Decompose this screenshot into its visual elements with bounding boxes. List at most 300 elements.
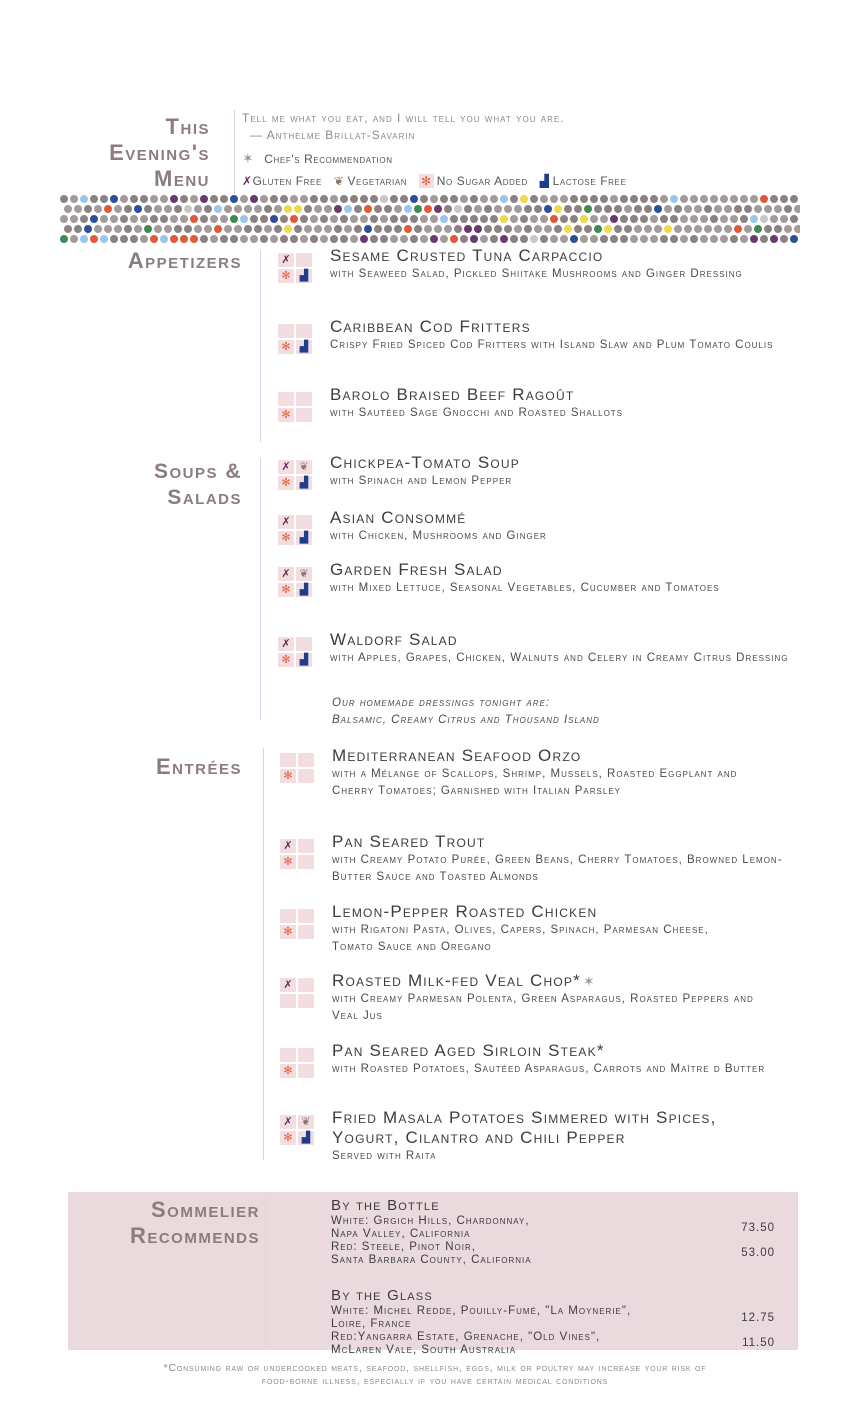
decorative-dot [594,225,602,233]
chef-recommendation: ✶ Chef's Recommendation [242,150,393,166]
decorative-dot [580,215,588,223]
decorative-dot [570,215,578,223]
decorative-dot [360,215,368,223]
empty-badge-slot [280,1048,296,1062]
decorative-dot [354,225,362,233]
decorative-dot [564,205,572,213]
decorative-dot [524,225,532,233]
decorative-dot [650,235,658,243]
decorative-dot [680,235,688,243]
decorative-dot [140,235,148,243]
asterisk-icon: ✻ [421,174,432,188]
asterisk-icon: ✻ [280,769,296,783]
decorative-dot [714,225,722,233]
decorative-dot [764,225,772,233]
decorative-dot [320,235,328,243]
decorative-dot [680,215,688,223]
asterisk-icon: ✻ [278,476,294,490]
wine-line: White: Grgich Hills, Chardonnay, [331,1215,530,1227]
decorative-dot [290,195,298,203]
decorative-dot [774,205,782,213]
decorative-dot [260,195,268,203]
decorative-dot [514,225,522,233]
decorative-dot [430,235,438,243]
decorative-dot [654,205,662,213]
decorative-dot [500,195,508,203]
decorative-dot [510,215,518,223]
asterisk-icon: ✻ [278,653,294,667]
decorative-dot [700,195,708,203]
gluten-free-icon: ✗ [280,1115,296,1129]
decorative-dot [244,205,252,213]
decorative-dot [200,195,208,203]
decorative-dot [624,205,632,213]
decorative-dot [154,225,162,233]
dish [330,508,780,545]
gluten-free-icon: ✗ [242,174,253,188]
decorative-dot [84,225,92,233]
decorative-dot [470,235,478,243]
dish-description: Served with Raita [332,1150,437,1162]
dish-description: with a Mélange of Scallops, Shrimp, Mussels, Roasted Eggplant and Cherry Tomatoes; Garnished with Italian Parsley [332,768,738,797]
decorative-dot [524,205,532,213]
decorative-dot [420,195,428,203]
decorative-dot [74,205,82,213]
decorative-dot [100,235,108,243]
decorative-dot [284,225,292,233]
decorative-dot [494,205,502,213]
decorative-dot [694,225,702,233]
wine-line: Santa Barbara County, California [331,1254,532,1266]
decorative-dot [130,235,138,243]
dish-name: Mediterranean Seafood Orzo [332,746,582,765]
decorative-dot [400,235,408,243]
dish-name: Sesame Crusted Tuna Carpaccio [330,246,604,265]
leaf-icon: ❦ [298,1115,314,1129]
dish-icons [276,512,314,548]
asterisk-icon: ✻ [280,1064,296,1078]
decorative-dot [644,225,652,233]
empty-badge-slot [296,637,312,651]
decorative-dot [190,235,198,243]
decorative-dot [374,225,382,233]
decorative-dot [480,195,488,203]
decorative-dot [460,235,468,243]
decorative-dot [710,195,718,203]
decorative-dot [70,235,78,243]
decorative-dot [540,215,548,223]
decorative-dot [400,215,408,223]
decorative-dot [284,205,292,213]
gluten-free-icon: ✗ [278,515,294,529]
decorative-dot [400,195,408,203]
soups-rule [260,458,261,720]
dressings-note: Our homemade dressings tonight are: Balsamic, Creamy Citrus and Thousand Island [332,697,600,726]
empty-badge-slot [298,1064,314,1078]
decorative-dot [360,235,368,243]
dish-description: Crispy Fried Spiced Cod Fritters with Island Slaw and Plum Tomato Coulis [330,339,774,351]
decorative-dot [200,235,208,243]
decorative-dot [610,215,618,223]
decorative-dot [184,225,192,233]
decorative-dot [390,195,398,203]
decorative-dot [130,195,138,203]
decorative-dot [644,205,652,213]
dish-icons [276,564,314,600]
decorative-dot [130,215,138,223]
dish-icons [276,321,314,357]
decorative-dot [174,205,182,213]
decorative-dot [640,215,648,223]
decorative-dot [430,215,438,223]
dish-name: Roasted Milk-fed Veal Chop* ✶ [332,971,596,990]
decorative-dot [720,195,728,203]
decorative-dot [250,195,258,203]
decorative-dot [80,235,88,243]
decorative-dot [554,225,562,233]
decorative-dot [780,215,788,223]
decorative-dot [664,225,672,233]
dish-icons [276,250,314,286]
decorative-dot [564,225,572,233]
decorative-dot [774,225,782,233]
entrees-rule [263,748,264,1160]
decorative-dot [480,235,488,243]
decorative-dot [360,195,368,203]
decorative-dot [750,215,758,223]
decorative-dot [490,235,498,243]
decorative-dot [634,205,642,213]
gluten-free-icon: ✗ [278,253,294,267]
dish-icons [278,1045,316,1081]
decorative-dot [240,195,248,203]
dish-icons [278,750,316,786]
empty-badge-slot [280,994,296,1008]
decorative-dot [270,195,278,203]
decorative-dot [794,205,800,213]
decorative-dot [650,195,658,203]
decorative-dot [770,235,778,243]
decorative-dot [364,225,372,233]
decorative-dot [160,235,168,243]
decorative-dot [264,205,272,213]
decorative-dot [720,215,728,223]
decorative-dot [614,205,622,213]
decorative-dot [134,205,142,213]
decorative-dot [180,215,188,223]
decorative-dot [550,235,558,243]
empty-badge-slot [298,769,314,783]
empty-badge-slot [278,392,294,406]
decorative-dot [194,205,202,213]
decorative-dot [374,205,382,213]
decorative-dot [90,215,98,223]
cow-icon: ▟ [539,174,550,188]
decorative-dot [194,225,202,233]
empty-badge-slot [296,392,312,406]
decorative-dot [350,195,358,203]
decorative-dot [520,215,528,223]
decorative-dot [60,235,68,243]
decorative-dot [570,235,578,243]
decorative-dot [654,225,662,233]
decorative-dot [660,215,668,223]
decorative-dot [170,235,178,243]
decorative-dot [344,205,352,213]
legend-lactose-free: Lactose Free [552,174,627,188]
asterisk-icon: ✻ [280,925,296,939]
decorative-dot [630,215,638,223]
dish [330,453,780,490]
decorative-dot [684,205,692,213]
decorative-dot [174,225,182,233]
decorative-dot [124,205,132,213]
decorative-dot [670,235,678,243]
decorative-dot [510,235,518,243]
decorative-dot [560,215,568,223]
decorative-dot [310,195,318,203]
decorative-dot [500,215,508,223]
dish-icons [276,457,314,493]
decorative-dot [760,235,768,243]
decorative-dot [700,215,708,223]
decorative-dot [470,215,478,223]
decorative-dot [280,235,288,243]
decorative-dot [244,225,252,233]
decorative-dot [560,195,568,203]
decorative-dot [190,215,198,223]
decorative-dot [370,195,378,203]
decorative-dot [270,215,278,223]
legend-no-sugar: No Sugar Added [436,174,528,188]
dish-description: with Seaweed Salad, Pickled Shiitake Mushrooms and Ginger Dressing [330,268,743,280]
decorative-dot [674,225,682,233]
decorative-dot [424,205,432,213]
appetizers-rule [260,250,261,442]
decorative-dot [540,235,548,243]
dish [332,971,772,1025]
decorative-dot [310,235,318,243]
dish-name: Pan Seared Trout [332,832,486,851]
dish-name: Pan Seared Aged Sirloin Steak* [332,1041,605,1060]
wine-price: 53.00 [741,1247,775,1259]
wine-price: 11.50 [742,1337,775,1349]
decorative-dot [204,225,212,233]
decorative-dot [390,215,398,223]
dish-name: Lemon-Pepper Roasted Chicken [332,902,598,921]
decorative-dot [504,225,512,233]
decorative-dot [260,215,268,223]
decorative-dot [250,235,258,243]
wine-line: Loire, France [331,1318,412,1330]
dietary-legend [242,174,626,188]
decorative-dot [380,215,388,223]
dish [330,630,790,667]
decorative-dot [770,215,778,223]
decorative-dot [290,215,298,223]
decorative-dot [710,235,718,243]
decorative-dot [484,205,492,213]
decorative-dot [404,205,412,213]
decorative-dot [730,195,738,203]
asterisk-icon: ✻ [278,408,294,422]
decorative-dot [684,225,692,233]
decorative-dot [120,215,128,223]
decorative-dot [444,225,452,233]
decorative-dot [160,215,168,223]
decorative-dot [694,205,702,213]
empty-badge-slot [280,909,296,923]
decorative-dot [754,205,762,213]
decorative-dot [620,215,628,223]
decorative-dot [414,205,422,213]
decorative-dot [520,235,528,243]
leaf-icon: ❦ [296,460,312,474]
decorative-dot [600,215,608,223]
decorative-dot [64,205,72,213]
dish [332,1041,772,1078]
decorative-dot [490,195,498,203]
decorative-dot [550,195,558,203]
cow-icon: ▟ [296,476,312,490]
decorative-dot [690,195,698,203]
decorative-dot [300,215,308,223]
decorative-dot [314,205,322,213]
dish [332,1108,772,1165]
decorative-dot [94,225,102,233]
dish-icons [278,975,316,1011]
decorative-dot [434,225,442,233]
wine-price: 12.75 [741,1312,775,1324]
gluten-free-icon: ✗ [278,567,294,581]
dish-name: Fried Masala Potatoes Simmered with Spices, Yogurt, Cilantro and Chili Pepper [332,1108,717,1147]
decorative-dot [584,205,592,213]
decorative-dot [510,195,518,203]
decorative-dot [290,235,298,243]
decorative-dot [590,215,598,223]
decorative-dot [114,225,122,233]
dish-name: Waldorf Salad [330,630,458,649]
decorative-dot [740,215,748,223]
dish-description: with Sautéed Sage Gnocchi and Roasted Shallots [330,407,624,419]
dish-icons [276,634,314,670]
decorative-dot [634,225,642,233]
decorative-dot [170,215,178,223]
dish-description: with Mixed Lettuce, Seasonal Vegetables, Cucumber and Tomatoes [330,582,720,594]
cow-icon: ▟ [296,583,312,597]
decorative-dot [450,235,458,243]
decorative-dot [504,205,512,213]
decorative-dot [150,235,158,243]
quote-text: Tell me what you eat, and I will tell you what you are. [242,111,565,125]
decorative-dot [454,205,462,213]
wine-line: Red:Yangarra Estate, Grenache, "Old Vines", [331,1331,601,1343]
decorative-dot [134,225,142,233]
decorative-dot [420,215,428,223]
decorative-dot [500,235,508,243]
gluten-free-icon: ✗ [280,978,296,992]
legend-gluten-free: Gluten Free [252,174,322,188]
wine-line: White: Michel Redde, Pouilly-Fumé, "La Moynerie", [331,1305,632,1317]
empty-badge-slot [298,925,314,939]
decorative-dot [224,225,232,233]
decorative-dot [594,205,602,213]
decorative-dot [230,235,238,243]
decorative-dot [754,225,762,233]
dish-name: Caribbean Cod Fritters [330,317,531,336]
asterisk-icon: ✻ [280,1131,296,1145]
decorative-dot [710,215,718,223]
decorative-dot [220,195,228,203]
empty-badge-slot [298,753,314,767]
decorative-dot [424,225,432,233]
decorative-dot [224,205,232,213]
decorative-dot [454,225,462,233]
decorative-dot [274,225,282,233]
empty-badge-slot [296,515,312,529]
decorative-dot [760,195,768,203]
decorative-dot [64,225,72,233]
decorative-dot [90,195,98,203]
decorative-dot [724,225,732,233]
cow-icon: ▟ [298,1131,314,1145]
decorative-dot [630,235,638,243]
decorative-dot [340,195,348,203]
decorative-dot [164,225,172,233]
decorative-dot [570,195,578,203]
decorative-dot [624,225,632,233]
decorative-dot [460,195,468,203]
dish-name: Garden Fresh Salad [330,560,503,579]
decorative-dot [160,195,168,203]
empty-badge-slot [296,324,312,338]
decorative-dot [484,225,492,233]
decorative-dot [100,215,108,223]
decorative-dot [280,215,288,223]
section-title-appetizers: Appetizers [127,248,242,273]
wine-heading: By the Glass [331,1287,433,1304]
decorative-dot [344,225,352,233]
decorative-dot [670,215,678,223]
decorative-dot [660,235,668,243]
wine-heading: By the Bottle [331,1197,440,1214]
decorative-dot [690,215,698,223]
chef-star-icon: ✶ [242,150,255,166]
decorative-dot [370,235,378,243]
decorative-dot [144,205,152,213]
decorative-dot [464,225,472,233]
decorative-dot [550,215,558,223]
decorative-dot [790,195,798,203]
decorative-dot [240,215,248,223]
decorative-dot [254,225,262,233]
decorative-dot [220,215,228,223]
decorative-dot [640,195,648,203]
menu-title-line: Evening's [109,140,210,165]
decorative-dot [120,195,128,203]
decorative-dot [330,235,338,243]
decorative-dot [204,205,212,213]
decorative-dot [574,225,582,233]
decorative-dot [350,235,358,243]
dish-description: with Roasted Potatoes, Sautéed Asparagus, Carrots and Maître d Butter [332,1063,766,1075]
decorative-dot [690,235,698,243]
decorative-dot [660,195,668,203]
decorative-dot [260,235,268,243]
decorative-dot [104,225,112,233]
decorative-dot [250,215,258,223]
decorative-dot [330,195,338,203]
